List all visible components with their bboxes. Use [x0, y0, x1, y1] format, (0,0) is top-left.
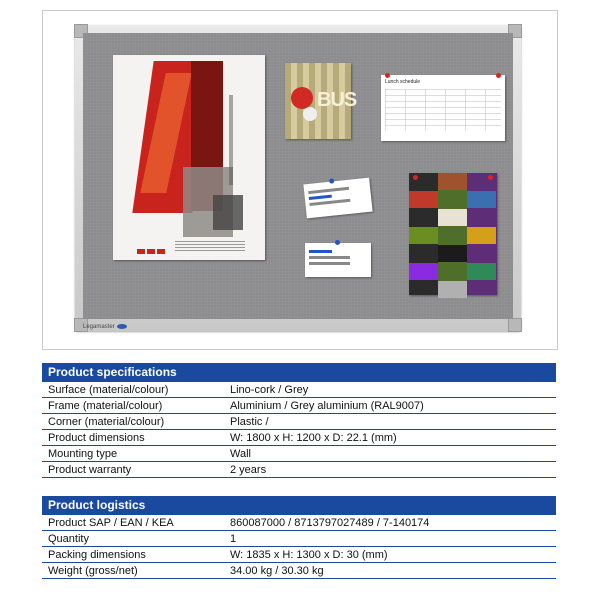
table-row	[42, 462, 556, 478]
section-header: Product logistics	[42, 496, 556, 515]
row-value: 860087000 / 8713797027489 / 7-140174	[230, 517, 430, 529]
row-value: W: 1835 x H: 1300 x D: 30 (mm)	[230, 549, 388, 561]
business-card	[303, 178, 372, 219]
bus-photo	[285, 63, 357, 139]
row-label: Weight (gross/net)	[48, 565, 138, 577]
row-label: Surface (material/colour)	[48, 384, 169, 396]
row-label: Corner (material/colour)	[48, 416, 165, 428]
table-row	[42, 563, 556, 579]
pin-icon	[385, 73, 390, 78]
table-row	[42, 430, 556, 446]
section-header: Product specifications	[42, 363, 556, 382]
row-label: Product SAP / EAN / KEA	[48, 517, 174, 529]
schedule-sheet	[381, 75, 505, 141]
poster	[113, 55, 265, 260]
table-row	[42, 398, 556, 414]
row-label: Quantity	[48, 533, 89, 545]
row-value: 2 years	[230, 464, 267, 476]
pinboard-felt-surface	[83, 33, 513, 319]
row-value: 34.00 kg / 30.30 kg	[230, 565, 324, 577]
row-value: Lino-cork / Grey	[230, 384, 309, 396]
pinboard-frame	[75, 25, 521, 331]
table-row	[42, 414, 556, 430]
table-row	[42, 547, 556, 563]
row-label: Packing dimensions	[48, 549, 146, 561]
pin-icon	[335, 240, 340, 245]
bus-sign-text: BUS	[317, 89, 357, 111]
table-row	[42, 531, 556, 547]
product-photo	[42, 10, 558, 350]
table-row	[42, 382, 556, 398]
pin-icon	[413, 175, 418, 180]
row-label: Frame (material/colour)	[48, 400, 163, 412]
pin-icon	[496, 73, 501, 78]
table-row	[42, 446, 556, 462]
pin-icon	[488, 175, 493, 180]
row-label: Mounting type	[48, 448, 118, 460]
row-value: Aluminium / Grey aluminium (RAL9007)	[230, 400, 424, 412]
table-row	[42, 515, 556, 531]
schedule-title: Lunch schedule	[385, 79, 421, 85]
row-value: Plastic /	[230, 416, 269, 428]
product-specifications-table	[42, 363, 556, 478]
product-logistics-table	[42, 496, 556, 579]
row-value: W: 1800 x H: 1200 x D: 22.1 (mm)	[230, 432, 397, 444]
row-value: Wall	[230, 448, 251, 460]
frame-corner	[508, 318, 522, 332]
row-label: Product warranty	[48, 464, 132, 476]
row-label: Product dimensions	[48, 432, 145, 444]
business-card	[305, 243, 371, 277]
photo-collage	[409, 173, 497, 295]
row-value: 1	[230, 533, 237, 545]
brand-logo: Legamaster	[83, 324, 127, 330]
pin-icon	[329, 178, 334, 183]
